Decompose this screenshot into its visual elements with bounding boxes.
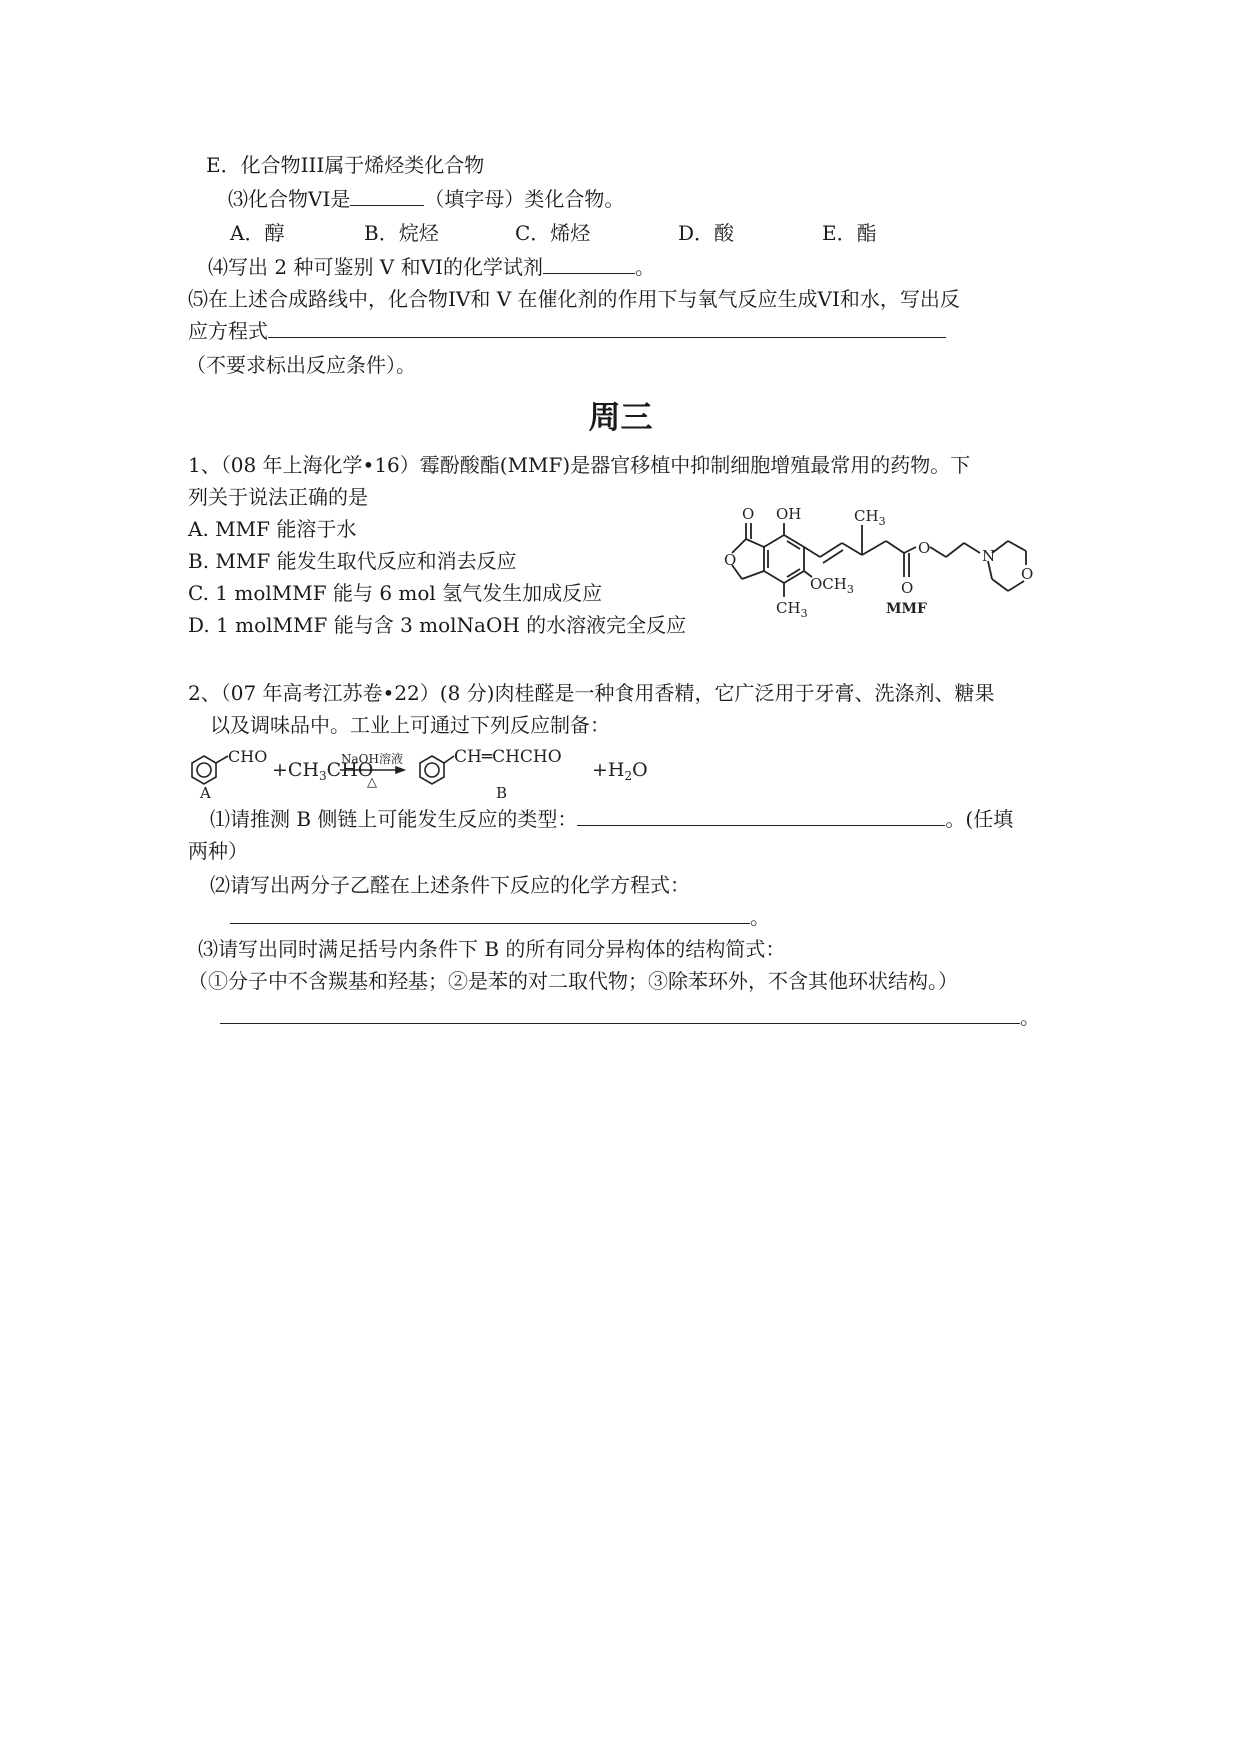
question-3 (228, 186, 624, 212)
q1-option-a: A. MMF 能溶于水 (188, 517, 357, 541)
q2-sub-3-conditions: （①分子中不含羰基和羟基；②是苯的对二取代物；③除苯环外，不含其他环状结构。） (188, 969, 958, 993)
structure-label: 3 (800, 607, 808, 620)
q2-stem-line-1: 2、（07 年高考江苏卷•22）(8 分)肉桂醛是一种食用香精，它广泛用于牙膏、洗涤剂、糖果 (188, 681, 995, 705)
q1-option-d: D. 1 molMMF 能与含 3 molNaOH 的水溶液完全反应 (188, 613, 687, 637)
question-3-option-d: D．酸 (678, 221, 735, 245)
structure-label: OCH (810, 575, 847, 593)
question-4 (208, 254, 655, 280)
answer-blank[interactable] (220, 1005, 1020, 1024)
question-5-line-1: ⑸在上述合成路线中，化合物IV和 V 在催化剂的作用下与氧气反应生成VI和水，写出反 (188, 287, 960, 311)
q2-sub-2-end: 。 (750, 905, 770, 929)
reaction-label: CHO (326, 759, 374, 781)
answer-blank[interactable] (577, 807, 945, 826)
reaction-condition: △ (367, 775, 377, 790)
structure-label (854, 507, 886, 528)
q1-option-b: B. MMF 能发生取代反应和消去反应 (188, 549, 517, 573)
structure-label: 3 (846, 583, 854, 596)
reaction-label: 3 (319, 769, 327, 783)
structure-label: O (724, 551, 737, 569)
reaction-condition: NaOH溶液 (341, 752, 403, 766)
reaction-label: +CH (272, 759, 320, 781)
question-3-option-a: A．醇 (230, 221, 285, 245)
structure-label: OH (776, 505, 802, 523)
structure-name-label: MMF (886, 601, 927, 617)
q1-stem-line-2: 列关于说法正确的是 (188, 485, 368, 509)
q2-sub-1 (210, 806, 1013, 832)
q1-stem-line-1: 1、（08 年上海化学•16）霉酚酸酯(MMF)是器官移植中抑制细胞增殖最常用的药物。下 (188, 453, 971, 477)
question-3-option-c: C．烯烃 (515, 221, 591, 245)
question-5-line-3: （不要求标出反应条件）。 (186, 353, 416, 377)
q1-option-c: C. 1 molMMF 能与 6 mol 氢气发生加成反应 (188, 581, 603, 605)
reaction-label: O (632, 759, 648, 781)
structure-label: N (982, 547, 996, 565)
q2-stem-line-2: 以及调味品中。工业上可通过下列反应制备： (210, 713, 610, 737)
question-3-suffix: （填字母）类化合物。 (424, 187, 625, 211)
q2-sub-3: ⑶请写出同时满足括号内条件下 B 的所有同分异构体的结构简式： (198, 937, 786, 961)
answer-blank[interactable] (268, 319, 946, 338)
question-3-prefix: ⑶化合物VI是 (228, 187, 351, 211)
question-4-prefix: ⑷写出 2 种可鉴别 V 和VI的化学试剂 (208, 255, 543, 279)
structure-label: CH (854, 507, 879, 525)
reaction-label (592, 759, 648, 783)
question-3-option-e: E．酯 (822, 221, 877, 245)
q2-sub-1-suffix: 。(任填 (945, 807, 1014, 831)
q2-sub-2: ⑵请写出两分子乙醛在上述条件下反应的化学方程式： (210, 873, 690, 897)
structure-label: CH (776, 599, 801, 617)
question-5-prefix: 应方程式 (188, 319, 268, 343)
answer-blank[interactable] (350, 187, 424, 206)
reaction-label: 2 (624, 769, 633, 783)
q2-sub-2-answer (230, 904, 770, 930)
q2-sub-1-line-2: 两种） (188, 839, 248, 863)
question-5-line-2 (188, 318, 946, 344)
mmf-structure-diagram (690, 495, 1070, 630)
reaction-label: CHO (228, 747, 268, 766)
section-title: 周三 (588, 398, 653, 436)
structure-label: O (901, 579, 914, 597)
reaction-product: CH═CHCHO (454, 747, 562, 767)
compound-a-label: A (200, 784, 211, 800)
question-3-option-b: B．烷烃 (364, 221, 439, 245)
question-4-suffix: 。 (634, 255, 655, 279)
structure-label: O (1021, 565, 1034, 583)
q2-sub-3-end: 。 (1020, 1005, 1040, 1029)
answer-blank[interactable] (543, 255, 635, 274)
structure-label: 3 (878, 515, 886, 528)
structure-label: O (742, 505, 755, 523)
reaction-equation (188, 742, 668, 800)
compound-b-label: B (496, 784, 508, 800)
answer-blank[interactable] (230, 905, 750, 924)
structure-label (810, 575, 854, 596)
q2-sub-1-prefix: ⑴请推测 B 侧链上可能发生反应的类型： (210, 807, 578, 831)
structure-label: O (918, 539, 931, 557)
option-e: E．化合物III属于烯烃类化合物 (206, 153, 485, 177)
q2-sub-3-answer (220, 1004, 1040, 1030)
structure-label (776, 599, 808, 620)
reaction-label: +H (592, 759, 625, 781)
